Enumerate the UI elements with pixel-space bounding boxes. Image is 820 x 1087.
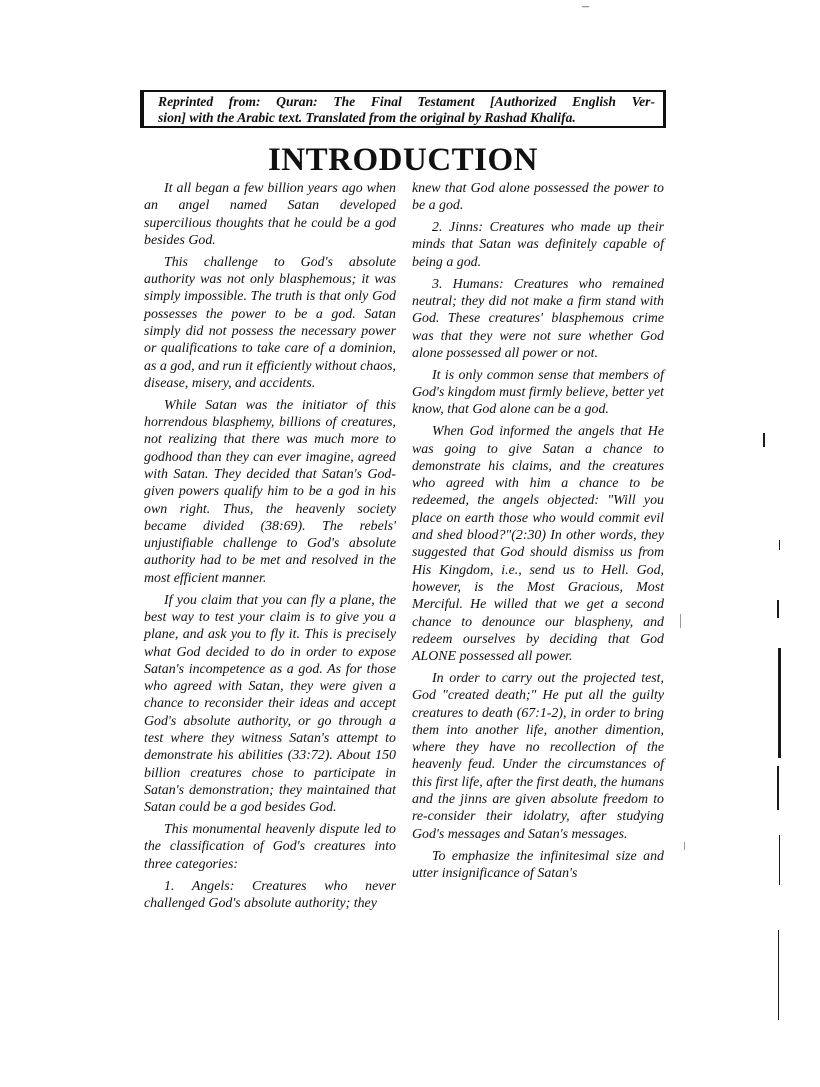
paragraph: This monumental heavenly dispute led to the classification of God's creatures into three categories:	[144, 822, 396, 872]
paragraph: It is only common sense that members of God's kingdom must firmly believe, better yet know, that God alone can be a god.	[412, 367, 664, 418]
paragraph: In order to carry out the projected test, God "created death;" He put all the guilty creatures to death (67:1-2), in order to bring them into another life, another dimention, where they have no recollection of the heavenly feud. Under the circumstances of this first life, after the first death, the humans and the jinns are given absolute freedom to re-consider their idolatry, after studying God's messages and Satan's messages.	[412, 670, 664, 842]
scan-edge-mark	[777, 766, 779, 810]
scan-edge-mark	[778, 648, 781, 758]
scan-edge-mark	[778, 930, 779, 1020]
reprint-notice-box	[140, 90, 666, 128]
paragraph: 2. Jinns: Creatures who made up their minds that Satan was definitely capable of being a god.	[412, 220, 664, 270]
paragraph: 3. Humans: Creatures who remained neutral; they did not make a firm stand with God. These creatures' blasphemous crime was that they were not sure whether God alone possessed all power or not.	[412, 276, 664, 361]
scan-edge-mark	[777, 600, 779, 618]
page-corner-mark: –	[582, 0, 589, 14]
paragraph: This challenge to God's absolute authority was not only blasphemous; it was simply impossible. The truth is that only God possesses the power to be a god. Satan simply did not possess the necessary power or qualifications to take care of a dominion, as a god, and run it efficiently without chaos, disease, misery, and accidents.	[144, 254, 396, 391]
paragraph: 1. Angels: Creatures who never challenged God's absolute authority; they	[144, 878, 396, 911]
paragraph: While Satan was the initiator of this horrendous blasphemy, billions of creatures, not realizing that there was much more to godhood than they can ever imagine, agreed with Satan. They decided that Satan's God-given powers qualify him to be a god in his own right. Thus, the heavenly society became divided (38:69). The rebels' unjustifiable challenge to God's absolute authority had to be met and resolved in the most efficient manner.	[144, 397, 396, 586]
reprint-notice-line-1: Reprinted from: Quran: The Final Testament [Authorized English Ver-	[158, 94, 655, 109]
scan-edge-mark	[680, 614, 681, 628]
scan-edge-mark	[684, 842, 685, 850]
reprint-notice-line-2: sion] with the Arabic text. Translated from the original by Rashad Khalifa.	[158, 110, 576, 125]
page-title: INTRODUCTION	[267, 142, 539, 178]
left-text-column	[144, 180, 396, 917]
paragraph: To emphasize the infinitesimal size and utter insignificance of Satan's	[412, 848, 664, 881]
scan-edge-mark	[779, 835, 780, 885]
right-text-column	[412, 180, 664, 887]
paragraph: When God informed the angels that He was going to give Satan a chance to demonstrate his claims, and the creatures who agreed with him a chance to be redeemed, the angels objected: "Will you place on earth those who would commit evil and shed blood?"(2:30) In other words, they suggested that God should dismiss us from His Kingdom, i.e., send us to Hell. God, however, is the Most Gracious, Most Merciful. He willed that we get a second chance to denounce our blaspheny, and redeem ourselves by deciding that God ALONE possessed all power.	[412, 424, 664, 665]
scan-edge-mark	[763, 433, 765, 447]
scan-edge-mark	[779, 540, 780, 550]
paragraph: If you claim that you can fly a plane, the best way to test your claim is to give you a plane, and ask you to fly it. This is precisely what God decided to do in order to expose Satan's incompetence as a god. As for those who agreed with Satan, they were given a chance to reconsider their ideas and accept God's absolute authority, or go through a test where they witness Satan's attempt to demonstrate his abilities (33:72). About 150 billion creatures chose to participate in Satan's demonstration; they maintained that Satan could be a god besides God.	[144, 592, 396, 816]
paragraph-continuation: knew that God alone possessed the power to be a god.	[412, 181, 664, 214]
paragraph: It all began a few billion years ago when an angel named Satan developed supercilious thoughts that he could be a god besides God.	[144, 181, 396, 248]
